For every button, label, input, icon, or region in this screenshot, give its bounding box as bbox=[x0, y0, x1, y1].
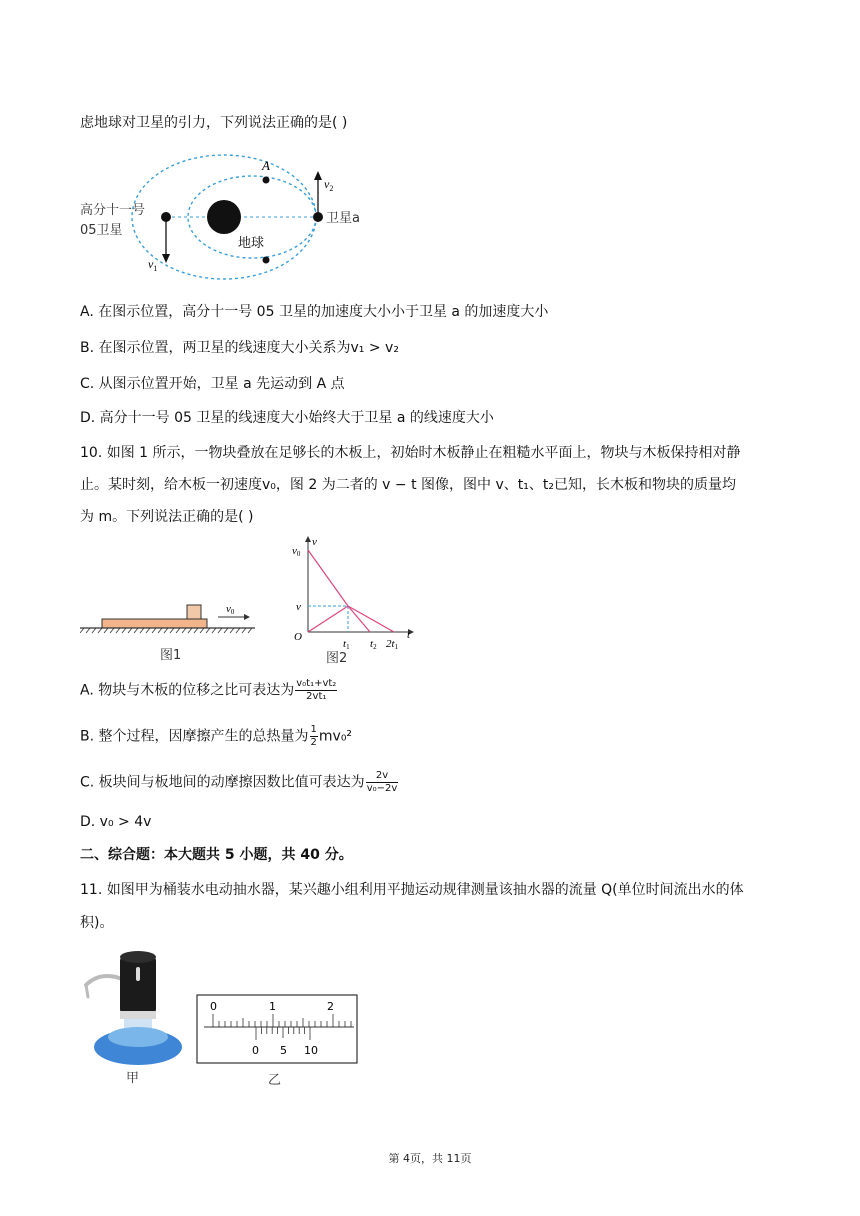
q9-option-c: C. 从图示位置开始，卫星 a 先运动到 A 点 bbox=[80, 376, 345, 392]
svg-text:O: O bbox=[294, 631, 302, 643]
label-gaofen-1: 高分十一号 bbox=[80, 203, 146, 218]
common-line bbox=[348, 606, 394, 632]
svg-text:v2: $v_2$ bbox=[324, 177, 334, 193]
svg-text:0: 0 bbox=[210, 1000, 217, 1013]
q9-option-a: A. 在图示位置，高分十一号 05 卫星的加速度大小小于卫星 a 的加速度大小 bbox=[80, 304, 549, 320]
svg-text:v0: v0 bbox=[226, 603, 235, 616]
q11-stem-1: 11. 如图甲为桶装水电动抽水器，某兴趣小组利用平抛运动规律测量该抽水器的流量 Q(单位时间流出水的体 bbox=[80, 882, 744, 898]
q10-option-c: C. 板块间与板地间的动摩擦因数比值可表达为 $\frac{2v}{\text{v₀−2v}}$ bbox=[80, 770, 398, 794]
q10-stem-3: 为 m。下列说法正确的是( ) bbox=[80, 509, 254, 525]
svg-text:0: 0 bbox=[252, 1044, 259, 1057]
q10-stem-2: 止。某时刻，给木板一初速度v₀，图 2 为二者的 v − t 图像，图中 v、t₁、t₂已知，长木板和物块的质量均 bbox=[80, 477, 736, 493]
figure-1-board bbox=[80, 595, 260, 665]
label-A: A bbox=[262, 158, 270, 173]
q10-option-a: A. 物块与木板的位移之比可表达为 $\frac{\text{v₀t₁+vt₂}}{\text{2vt₁}}$ bbox=[80, 678, 337, 702]
q11-stem-2: 积)。 bbox=[80, 915, 114, 931]
q10-stem-1: 10. 如图 1 所示，一物块叠放在足够长的木板上，初始时木板静止在粗糙水平面上，物块与木板保持相对静 bbox=[80, 445, 741, 461]
board-decel-line bbox=[348, 606, 370, 632]
point-A bbox=[263, 177, 270, 184]
svg-text:v0: v0 bbox=[292, 545, 301, 558]
pump-body bbox=[120, 955, 156, 1015]
block-line bbox=[308, 606, 348, 632]
svg-text:10: 10 bbox=[304, 1044, 318, 1057]
board-line bbox=[308, 550, 348, 606]
q10-option-d: D. v₀ > 4v bbox=[80, 814, 152, 830]
svg-text:1: 1 bbox=[269, 1000, 276, 1013]
q10-option-b: B. 整个过程，因摩擦产生的总热量为 $\frac{1}{2}$ mv₀² bbox=[80, 724, 353, 748]
figure-1-caption: 图1 bbox=[160, 648, 182, 663]
svg-text:v: v bbox=[296, 601, 301, 613]
caption-yi: 乙 bbox=[268, 1073, 282, 1088]
svg-text:t: t bbox=[407, 629, 411, 641]
q9-stem-tail: 虑地球对卫星的引力，下列说法正确的是( ) bbox=[80, 115, 348, 131]
q9-option-b: B. 在图示位置，两卫星的线速度大小关系为v₁ > v₂ bbox=[80, 340, 399, 356]
svg-text:5: 5 bbox=[280, 1044, 287, 1057]
svg-text:v: v bbox=[312, 536, 317, 548]
figure-yi-vernier bbox=[196, 994, 360, 1090]
caption-jia: 甲 bbox=[126, 1071, 140, 1086]
figure-2-vt-graph bbox=[286, 534, 426, 666]
point-lower bbox=[263, 257, 270, 264]
orbit-figure bbox=[78, 150, 378, 285]
svg-text:v1: $v_1$ bbox=[148, 257, 158, 273]
label-gaofen-2: 05卫星 bbox=[80, 223, 123, 238]
svg-text:2: 2 bbox=[327, 1000, 334, 1013]
svg-text:t1: t1 bbox=[343, 638, 350, 651]
figure-jia-pump bbox=[78, 945, 188, 1090]
figure-2-caption: 图2 bbox=[326, 651, 348, 666]
q9-option-d: D. 高分十一号 05 卫星的线速度大小始终大于卫星 a 的线速度大小 bbox=[80, 410, 494, 426]
board bbox=[102, 619, 207, 628]
label-sat-a: 卫星a bbox=[326, 211, 360, 226]
earth bbox=[207, 200, 241, 234]
svg-text:t2: t2 bbox=[370, 638, 377, 651]
block bbox=[187, 605, 201, 619]
label-earth: 地球 bbox=[238, 236, 265, 251]
section-2-heading: 二、综合题：本大题共 5 小题，共 40 分。 bbox=[80, 847, 353, 863]
svg-text:2t1: 2t1 bbox=[386, 638, 399, 651]
page-footer: 第 4页，共 11页 bbox=[388, 1152, 472, 1165]
